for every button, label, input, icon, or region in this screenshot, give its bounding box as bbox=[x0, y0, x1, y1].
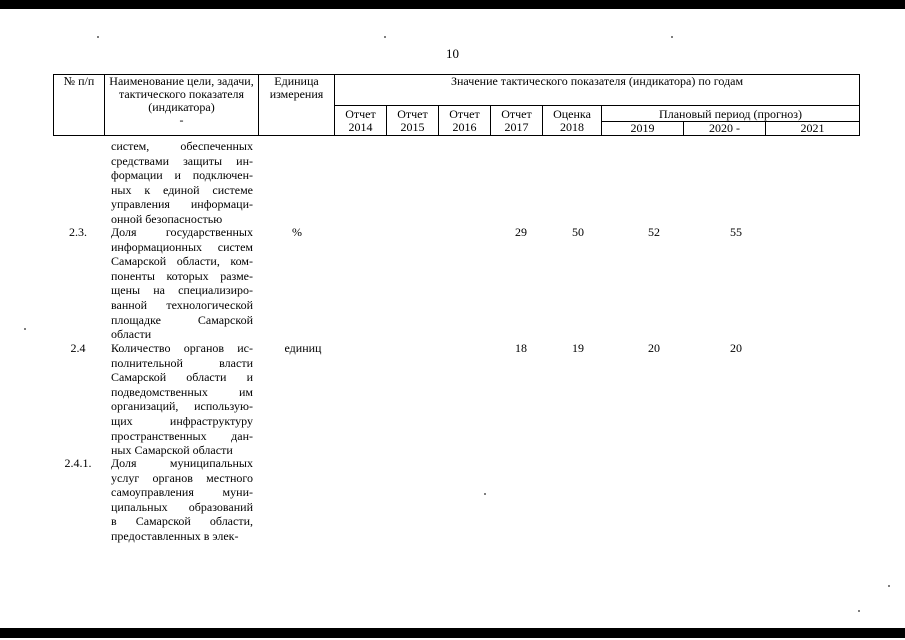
col-header-name bbox=[105, 75, 259, 136]
row-name-continuation: систем, обеспеченных средствами защиты ин- формации и подключен- ных к единой системе управления информаци- онной безопасностью bbox=[111, 139, 253, 226]
indicator-table-header bbox=[53, 74, 860, 136]
top-border bbox=[0, 0, 905, 9]
row-num-2-4: 2.4 bbox=[70, 341, 86, 355]
row-value-2018: 50 bbox=[572, 225, 584, 239]
col-header-name-text: Наименование цели, задачи, тактического показателя (индикатора) bbox=[109, 74, 254, 114]
row-value-2017: 18 bbox=[515, 341, 527, 355]
row-unit-2-4: единиц bbox=[284, 341, 322, 355]
row-value-2020: 55 bbox=[730, 225, 742, 239]
row-num-2-3: 2.3. bbox=[69, 225, 87, 239]
row-value-2017: 29 bbox=[515, 225, 527, 239]
year-header-2017: Отчет 2017 bbox=[491, 106, 543, 136]
plan-year-2021: 2021 bbox=[766, 122, 860, 136]
scan-speck bbox=[858, 610, 860, 612]
plan-year-2019: 2019 bbox=[602, 122, 684, 136]
planned-period-header: Плановый период (прогноз) bbox=[602, 106, 860, 122]
scan-speck bbox=[484, 493, 486, 495]
year-header-2014: Отчет 2014 bbox=[335, 106, 387, 136]
bottom-border bbox=[0, 628, 905, 638]
scan-speck bbox=[888, 585, 890, 587]
row-unit-2-3: % bbox=[292, 225, 302, 239]
row-value-2019: 20 bbox=[648, 341, 660, 355]
scan-speck bbox=[24, 328, 26, 330]
row-name-2-4: Количество органов ис- полнительной власти Самарской области и подведомственных им организаций, использую- щих инфраструктуру пространственных дан- ных Самарской области bbox=[111, 341, 253, 458]
scan-speck bbox=[384, 36, 386, 38]
row-value-2018: 19 bbox=[572, 341, 584, 355]
row-name-2-3: Доля государственных информационных систем Самарской области, ком- поненты которых разме- щены на специализиро- ванной технологической площадке Самарской области bbox=[111, 225, 253, 342]
scan-speck bbox=[97, 36, 99, 38]
row-value-2020: 20 bbox=[730, 341, 742, 355]
row-num-2-4-1: 2.4.1. bbox=[64, 456, 92, 470]
row-value-2019: 52 bbox=[648, 225, 660, 239]
year-header-2018: Оценка 2018 bbox=[543, 106, 602, 136]
plan-year-2020: 2020 - bbox=[684, 122, 766, 136]
scan-speck bbox=[671, 36, 673, 38]
col-header-values: Значение тактического показателя (индикатора) по годам bbox=[335, 75, 860, 106]
col-header-num: № п/п bbox=[54, 75, 105, 136]
stray-mark: - bbox=[179, 113, 184, 127]
year-header-2016: Отчет 2016 bbox=[439, 106, 491, 136]
row-name-2-4-1: Доля муниципальных услуг органов местного самоуправления муни- ципальных образований в Самарской области, предоставленных в элек- bbox=[111, 456, 253, 543]
year-header-2015: Отчет 2015 bbox=[387, 106, 439, 136]
page-number: 10 bbox=[446, 46, 459, 61]
col-header-unit: Единица измерения bbox=[259, 75, 335, 136]
